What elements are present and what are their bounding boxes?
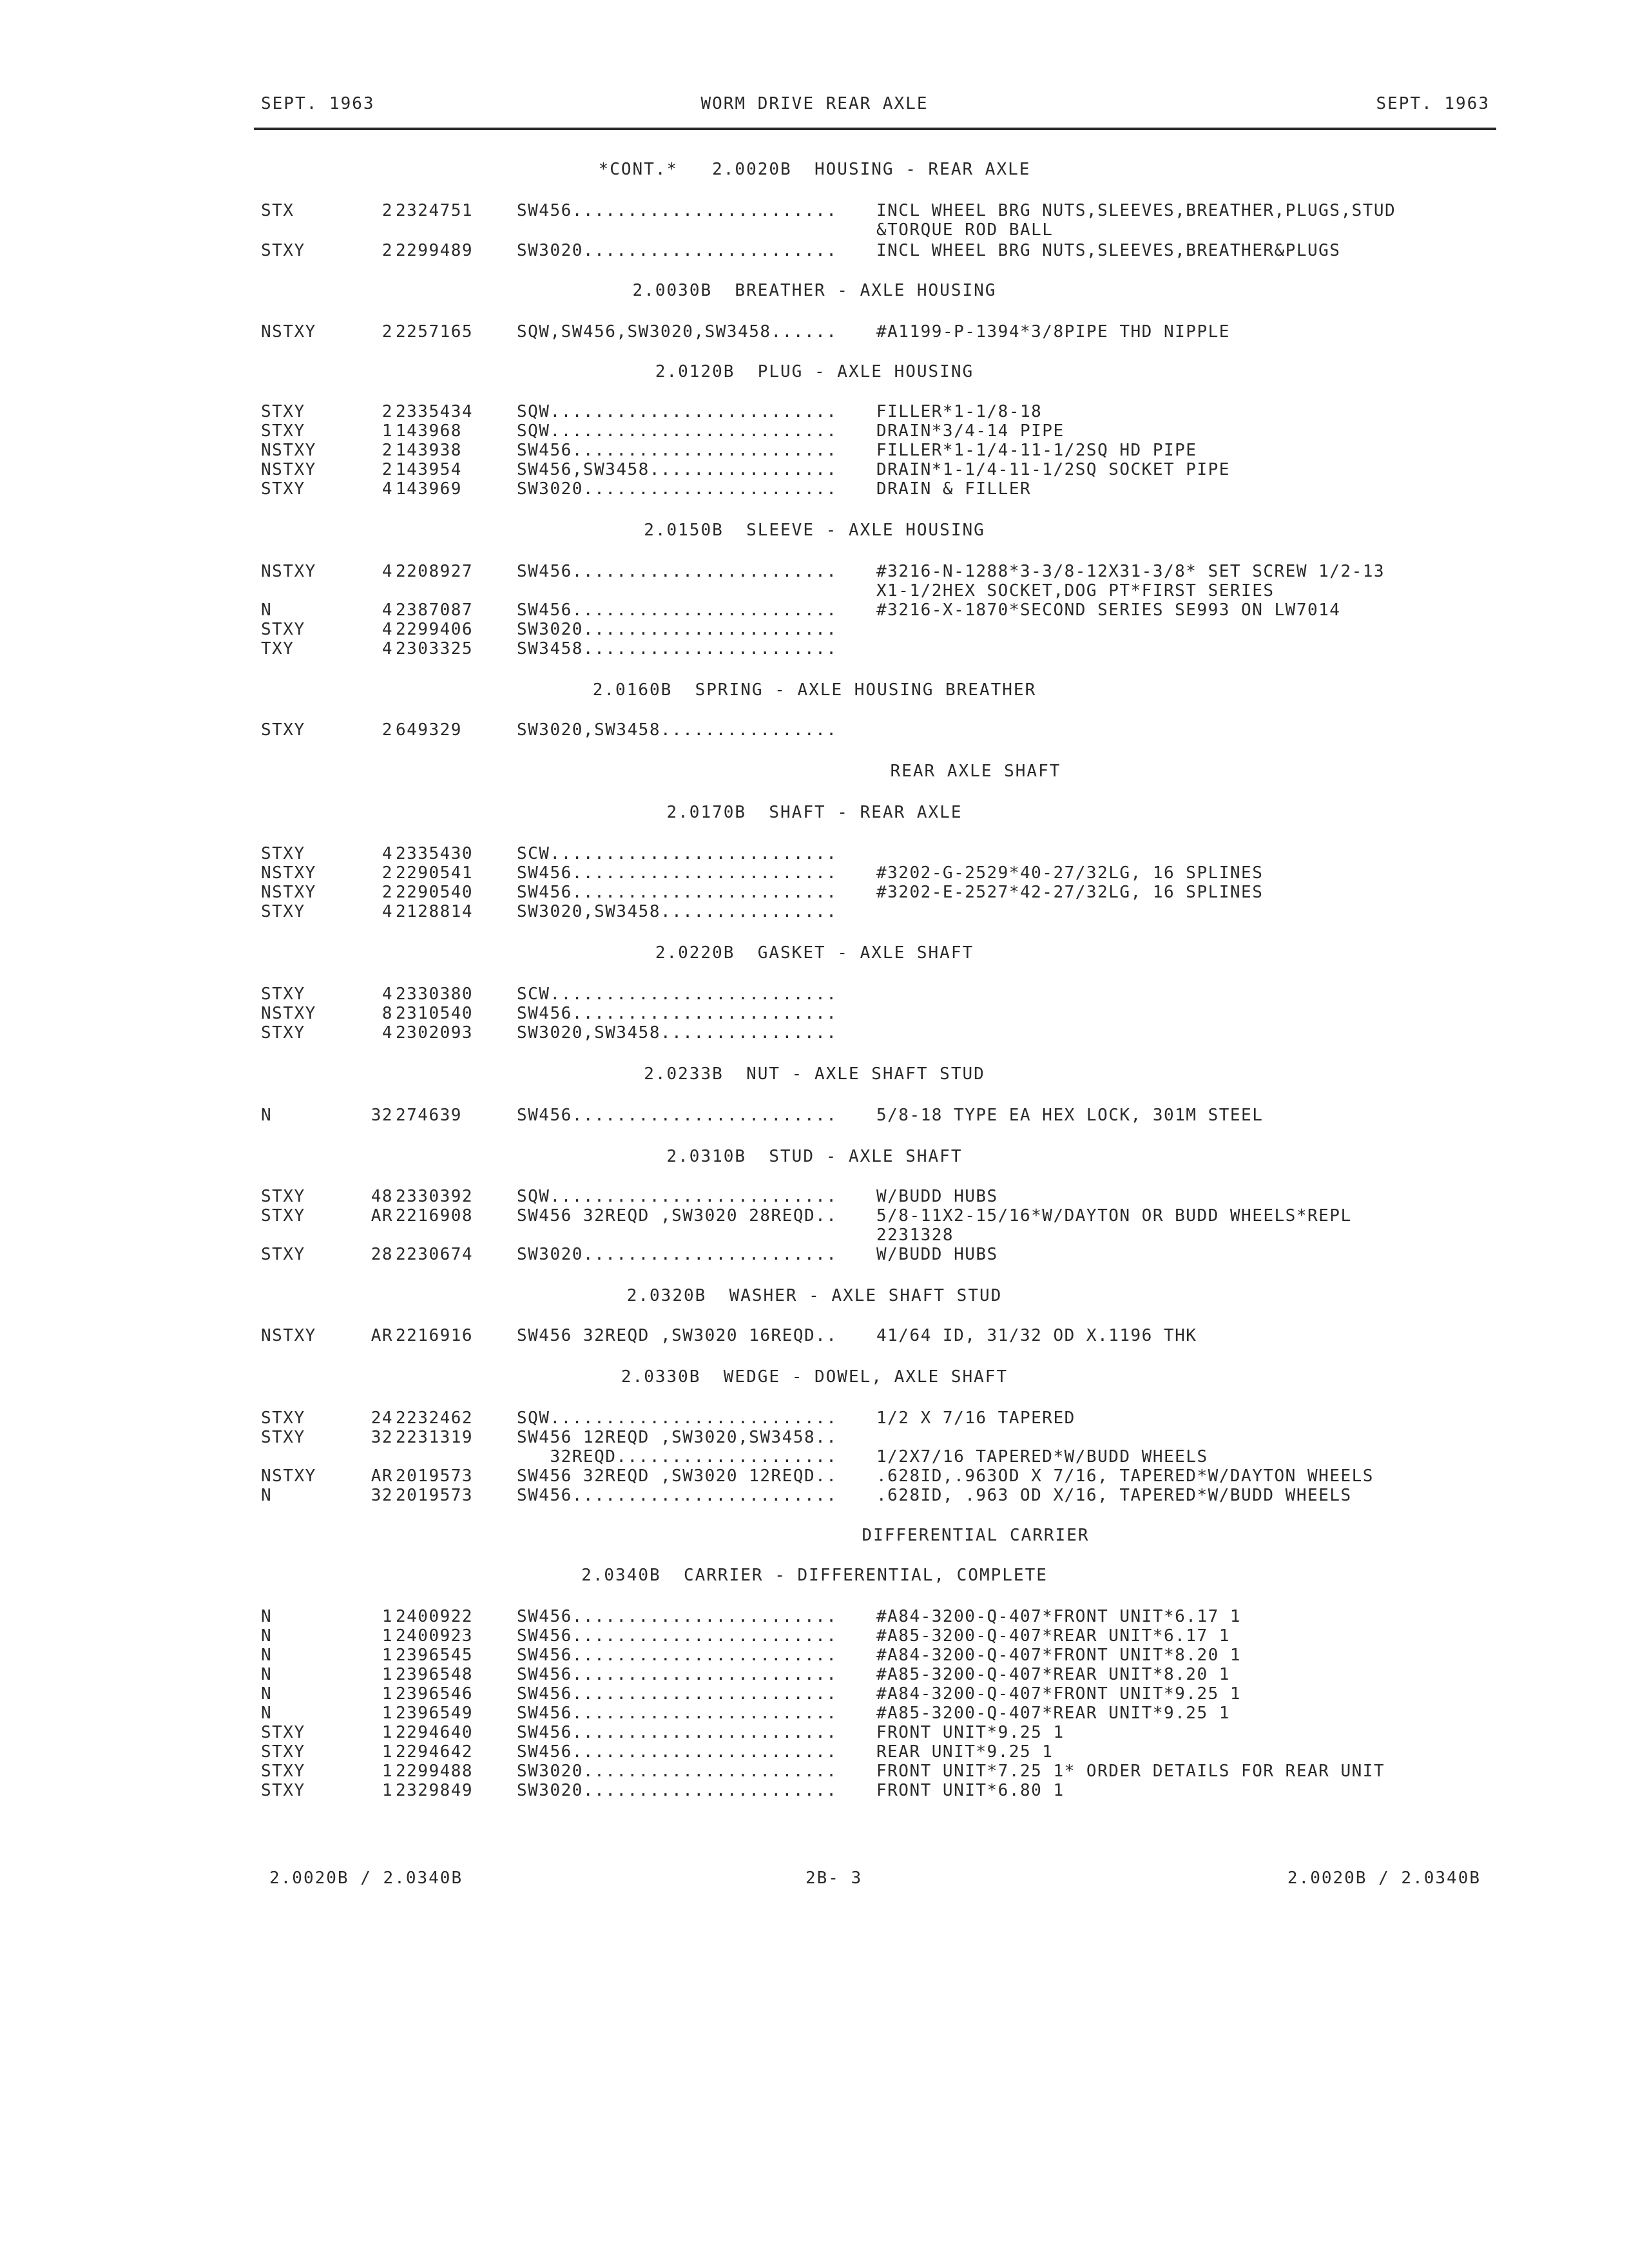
quantity: 1: [381, 1704, 393, 1723]
part-description-continued: X1-1/2HEX SOCKET,DOG PT*FIRST SERIES: [876, 581, 1275, 601]
applicability-code: NSTXY: [261, 883, 316, 902]
section-heading: 2.0030B BREATHER - AXLE HOUSING: [632, 281, 997, 300]
part-number: 2290540: [396, 883, 474, 902]
model-usage: SW456........................: [517, 1684, 838, 1704]
quantity: 1: [381, 1762, 393, 1781]
quantity: 32: [371, 1428, 393, 1447]
model-usage: SW456........................: [517, 1704, 838, 1723]
model-usage: SW456........................: [517, 1742, 838, 1762]
part-number: 2019573: [396, 1466, 474, 1486]
section-heading: 2.0150B SLEEVE - AXLE HOUSING: [644, 521, 985, 540]
footer-range-left: 2.0020B / 2.0340B: [269, 1869, 463, 1888]
quantity: AR: [371, 1206, 393, 1225]
quantity: 1: [381, 421, 393, 441]
model-usage: SQW..........................: [517, 1408, 838, 1428]
quantity: 4: [381, 1023, 393, 1043]
quantity: AR: [371, 1326, 393, 1345]
footer-page-number: 2B- 3: [805, 1869, 863, 1888]
model-usage-continued: 32REQD....................: [517, 1447, 838, 1466]
applicability-code: STXY: [261, 1428, 305, 1447]
part-number: 2396549: [396, 1704, 474, 1723]
part-number: 649329: [396, 720, 462, 740]
applicability-code: NSTXY: [261, 441, 316, 460]
model-usage: SW456 32REQD ,SW3020 12REQD..: [517, 1466, 838, 1486]
applicability-code: STXY: [261, 1187, 305, 1206]
model-usage: SQW..........................: [517, 402, 838, 421]
part-description: 5/8-18 TYPE EA HEX LOCK, 301M STEEL: [876, 1106, 1264, 1125]
part-number: 2387087: [396, 601, 474, 620]
part-number: 2400923: [396, 1626, 474, 1646]
applicability-code: N: [261, 1486, 273, 1505]
model-usage: SW456........................: [517, 1646, 838, 1665]
applicability-code: STXY: [261, 421, 305, 441]
model-usage: SW3020.......................: [517, 479, 838, 499]
section-heading: 2.0220B GASKET - AXLE SHAFT: [655, 943, 974, 963]
part-description: .628ID,.963OD X 7/16, TAPERED*W/DAYTON WHEELS: [876, 1466, 1374, 1486]
model-usage: SW3020,SW3458................: [517, 720, 838, 740]
model-usage: SW456........................: [517, 1723, 838, 1742]
part-description: .628ID, .963 OD X/16, TAPERED*W/BUDD WHEELS: [876, 1486, 1352, 1505]
quantity: 4: [381, 902, 393, 921]
part-description: FRONT UNIT*9.25 1: [876, 1723, 1065, 1742]
quantity: 2: [381, 460, 393, 479]
quantity: 2: [381, 201, 393, 220]
part-number: 2232462: [396, 1408, 474, 1428]
applicability-code: N: [261, 1684, 273, 1704]
part-number: 2335430: [396, 844, 474, 863]
part-number: 2330392: [396, 1187, 474, 1206]
model-usage: SW456........................: [517, 1665, 838, 1684]
applicability-code: STXY: [261, 1723, 305, 1742]
part-number: 143969: [396, 479, 462, 499]
part-number: 2257165: [396, 322, 474, 341]
part-description: #A84-3200-Q-407*FRONT UNIT*9.25 1: [876, 1684, 1242, 1704]
part-description: 41/64 ID, 31/32 OD X.1196 THK: [876, 1326, 1197, 1345]
applicability-code: STXY: [261, 1408, 305, 1428]
part-description: #A85-3200-Q-407*REAR UNIT*8.20 1: [876, 1665, 1230, 1684]
part-description: W/BUDD HUBS: [876, 1245, 998, 1264]
part-number: 2216916: [396, 1326, 474, 1345]
quantity: 4: [381, 562, 393, 581]
part-number: 2299406: [396, 620, 474, 639]
part-number: 143938: [396, 441, 462, 460]
section-heading: 2.0310B STUD - AXLE SHAFT: [666, 1147, 963, 1166]
part-description: DRAIN*3/4-14 PIPE: [876, 421, 1065, 441]
quantity: 1: [381, 1781, 393, 1800]
section-heading: 2.0170B SHAFT - REAR AXLE: [666, 803, 963, 822]
part-description: FRONT UNIT*7.25 1* ORDER DETAILS FOR REAR UNIT: [876, 1762, 1385, 1781]
part-number: 2299488: [396, 1762, 474, 1781]
model-usage: SW456........................: [517, 441, 838, 460]
quantity: 32: [371, 1106, 393, 1125]
part-number: 143968: [396, 421, 462, 441]
model-usage: SW456........................: [517, 1486, 838, 1505]
quantity: 2: [381, 720, 393, 740]
model-usage: SW456........................: [517, 562, 838, 581]
quantity: 1: [381, 1626, 393, 1646]
part-number: 2310540: [396, 1004, 474, 1023]
quantity: 2: [381, 863, 393, 883]
applicability-code: N: [261, 1646, 273, 1665]
model-usage: SW456........................: [517, 863, 838, 883]
section-heading: 2.0120B PLUG - AXLE HOUSING: [655, 362, 974, 381]
section-heading: 2.0340B CARRIER - DIFFERENTIAL, COMPLETE: [581, 1566, 1048, 1585]
model-usage: SW3458.......................: [517, 639, 838, 658]
part-description: 1/2X7/16 TAPERED*W/BUDD WHEELS: [876, 1447, 1208, 1466]
quantity: 1: [381, 1684, 393, 1704]
section-heading: DIFFERENTIAL CARRIER: [862, 1526, 1090, 1545]
quantity: 4: [381, 479, 393, 499]
quantity: 4: [381, 601, 393, 620]
quantity: 24: [371, 1408, 393, 1428]
part-number: 2128814: [396, 902, 474, 921]
quantity: 4: [381, 639, 393, 658]
part-number: 274639: [396, 1106, 462, 1125]
part-description: #A85-3200-Q-407*REAR UNIT*9.25 1: [876, 1704, 1230, 1723]
section-heading: REAR AXLE SHAFT: [890, 762, 1061, 781]
applicability-code: NSTXY: [261, 863, 316, 883]
applicability-code: STXY: [261, 1762, 305, 1781]
model-usage: SW456........................: [517, 1004, 838, 1023]
part-number: 2290541: [396, 863, 474, 883]
part-description: W/BUDD HUBS: [876, 1187, 998, 1206]
applicability-code: N: [261, 1704, 273, 1723]
model-usage: SW456........................: [517, 1626, 838, 1646]
part-number: 2302093: [396, 1023, 474, 1043]
quantity: 32: [371, 1486, 393, 1505]
quantity: 28: [371, 1245, 393, 1264]
part-number: 2400922: [396, 1607, 474, 1626]
quantity: 1: [381, 1607, 393, 1626]
applicability-code: N: [261, 1665, 273, 1684]
footer-range-right: 2.0020B / 2.0340B: [1287, 1869, 1481, 1888]
applicability-code: STXY: [261, 402, 305, 421]
quantity: 2: [381, 241, 393, 260]
part-description: DRAIN & FILLER: [876, 479, 1032, 499]
part-number: 2019573: [396, 1486, 474, 1505]
part-number: 2330380: [396, 985, 474, 1004]
part-number: 2299489: [396, 241, 474, 260]
applicability-code: STXY: [261, 1781, 305, 1800]
model-usage: SW3020.......................: [517, 1781, 838, 1800]
header-rule: [254, 128, 1496, 130]
header-date-left: SEPT. 1963: [261, 94, 375, 113]
part-number: 2231319: [396, 1428, 474, 1447]
part-number: 2208927: [396, 562, 474, 581]
applicability-code: STXY: [261, 985, 305, 1004]
model-usage: SW3020,SW3458................: [517, 902, 838, 921]
part-description: FRONT UNIT*6.80 1: [876, 1781, 1065, 1800]
applicability-code: TXY: [261, 639, 294, 658]
part-description: #3202-E-2527*42-27/32LG, 16 SPLINES: [876, 883, 1264, 902]
section-heading: 2.0233B NUT - AXLE SHAFT STUD: [644, 1064, 985, 1084]
model-usage: SW456 32REQD ,SW3020 28REQD..: [517, 1206, 838, 1225]
section-heading: 2.0160B SPRING - AXLE HOUSING BREATHER: [592, 680, 1037, 700]
part-description: #A1199-P-1394*3/8PIPE THD NIPPLE: [876, 322, 1230, 341]
part-number: 2303325: [396, 639, 474, 658]
applicability-code: STXY: [261, 1245, 305, 1264]
part-number: 2230674: [396, 1245, 474, 1264]
quantity: 1: [381, 1665, 393, 1684]
part-description: FILLER*1-1/4-11-1/2SQ HD PIPE: [876, 441, 1197, 460]
applicability-code: STXY: [261, 720, 305, 740]
applicability-code: STXY: [261, 844, 305, 863]
applicability-code: STXY: [261, 1206, 305, 1225]
quantity: 2: [381, 441, 393, 460]
model-usage: SW456........................: [517, 883, 838, 902]
part-description-continued: 2231328: [876, 1225, 954, 1245]
model-usage: SW456........................: [517, 601, 838, 620]
part-number: 2329849: [396, 1781, 474, 1800]
applicability-code: NSTXY: [261, 1466, 316, 1486]
model-usage: SCW..........................: [517, 985, 838, 1004]
quantity: 2: [381, 883, 393, 902]
model-usage: SW3020.......................: [517, 1762, 838, 1781]
applicability-code: STXY: [261, 1023, 305, 1043]
model-usage: SQW,SW456,SW3020,SW3458......: [517, 322, 838, 341]
part-number: 2294640: [396, 1723, 474, 1742]
model-usage: SW456 12REQD ,SW3020,SW3458..: [517, 1428, 838, 1447]
part-description: REAR UNIT*9.25 1: [876, 1742, 1054, 1762]
quantity: 2: [381, 402, 393, 421]
applicability-code: NSTXY: [261, 1326, 316, 1345]
part-description: #A84-3200-Q-407*FRONT UNIT*6.17 1: [876, 1607, 1242, 1626]
applicability-code: STXY: [261, 241, 305, 260]
part-description: INCL WHEEL BRG NUTS,SLEEVES,BREATHER&PLUGS: [876, 241, 1341, 260]
model-usage: SQW..........................: [517, 1187, 838, 1206]
quantity: 1: [381, 1723, 393, 1742]
section-heading: 2.0320B WASHER - AXLE SHAFT STUD: [626, 1286, 1003, 1305]
section-heading: *CONT.* 2.0020B HOUSING - REAR AXLE: [598, 160, 1031, 179]
applicability-code: STXY: [261, 620, 305, 639]
model-usage: SW456........................: [517, 1607, 838, 1626]
part-description: INCL WHEEL BRG NUTS,SLEEVES,BREATHER,PLUGS,STUD: [876, 201, 1396, 220]
part-number: 2294642: [396, 1742, 474, 1762]
applicability-code: N: [261, 1106, 273, 1125]
model-usage: SW456........................: [517, 1106, 838, 1125]
applicability-code: N: [261, 601, 273, 620]
quantity: 4: [381, 844, 393, 863]
part-description: DRAIN*1-1/4-11-1/2SQ SOCKET PIPE: [876, 460, 1230, 479]
quantity: 2: [381, 322, 393, 341]
applicability-code: NSTXY: [261, 562, 316, 581]
model-usage: SW3020,SW3458................: [517, 1023, 838, 1043]
model-usage: SW456........................: [517, 201, 838, 220]
model-usage: SW456,SW3458.................: [517, 460, 838, 479]
applicability-code: N: [261, 1626, 273, 1646]
applicability-code: STX: [261, 201, 294, 220]
applicability-code: STXY: [261, 1742, 305, 1762]
quantity: AR: [371, 1466, 393, 1486]
part-number: 2396548: [396, 1665, 474, 1684]
quantity: 4: [381, 985, 393, 1004]
part-number: 2396545: [396, 1646, 474, 1665]
part-description-continued: &TORQUE ROD BALL: [876, 220, 1054, 240]
part-number: 143954: [396, 460, 462, 479]
applicability-code: NSTXY: [261, 460, 316, 479]
quantity: 4: [381, 620, 393, 639]
quantity: 48: [371, 1187, 393, 1206]
part-description: 5/8-11X2-15/16*W/DAYTON OR BUDD WHEELS*REPL: [876, 1206, 1352, 1225]
quantity: 8: [381, 1004, 393, 1023]
part-description: FILLER*1-1/8-18: [876, 402, 1043, 421]
part-description: #3216-N-1288*3-3/8-12X31-3/8* SET SCREW 1/2-13: [876, 562, 1385, 581]
header-title: WORM DRIVE REAR AXLE: [700, 94, 929, 113]
model-usage: SCW..........................: [517, 844, 838, 863]
part-description: 1/2 X 7/16 TAPERED: [876, 1408, 1075, 1428]
quantity: 1: [381, 1646, 393, 1665]
quantity: 1: [381, 1742, 393, 1762]
part-description: #3202-G-2529*40-27/32LG, 16 SPLINES: [876, 863, 1264, 883]
section-heading: 2.0330B WEDGE - DOWEL, AXLE SHAFT: [621, 1367, 1008, 1387]
part-description: #A85-3200-Q-407*REAR UNIT*6.17 1: [876, 1626, 1230, 1646]
applicability-code: NSTXY: [261, 322, 316, 341]
applicability-code: NSTXY: [261, 1004, 316, 1023]
part-number: 2335434: [396, 402, 474, 421]
model-usage: SW456 32REQD ,SW3020 16REQD..: [517, 1326, 838, 1345]
part-description: #A84-3200-Q-407*FRONT UNIT*8.20 1: [876, 1646, 1242, 1665]
applicability-code: STXY: [261, 479, 305, 499]
part-number: 2216908: [396, 1206, 474, 1225]
applicability-code: N: [261, 1607, 273, 1626]
applicability-code: STXY: [261, 902, 305, 921]
model-usage: SW3020.......................: [517, 620, 838, 639]
part-description: #3216-X-1870*SECOND SERIES SE993 ON LW7014: [876, 601, 1341, 620]
model-usage: SQW..........................: [517, 421, 838, 441]
model-usage: SW3020.......................: [517, 241, 838, 260]
part-number: 2324751: [396, 201, 474, 220]
model-usage: SW3020.......................: [517, 1245, 838, 1264]
part-number: 2396546: [396, 1684, 474, 1704]
header-date-right: SEPT. 1963: [1376, 94, 1490, 113]
